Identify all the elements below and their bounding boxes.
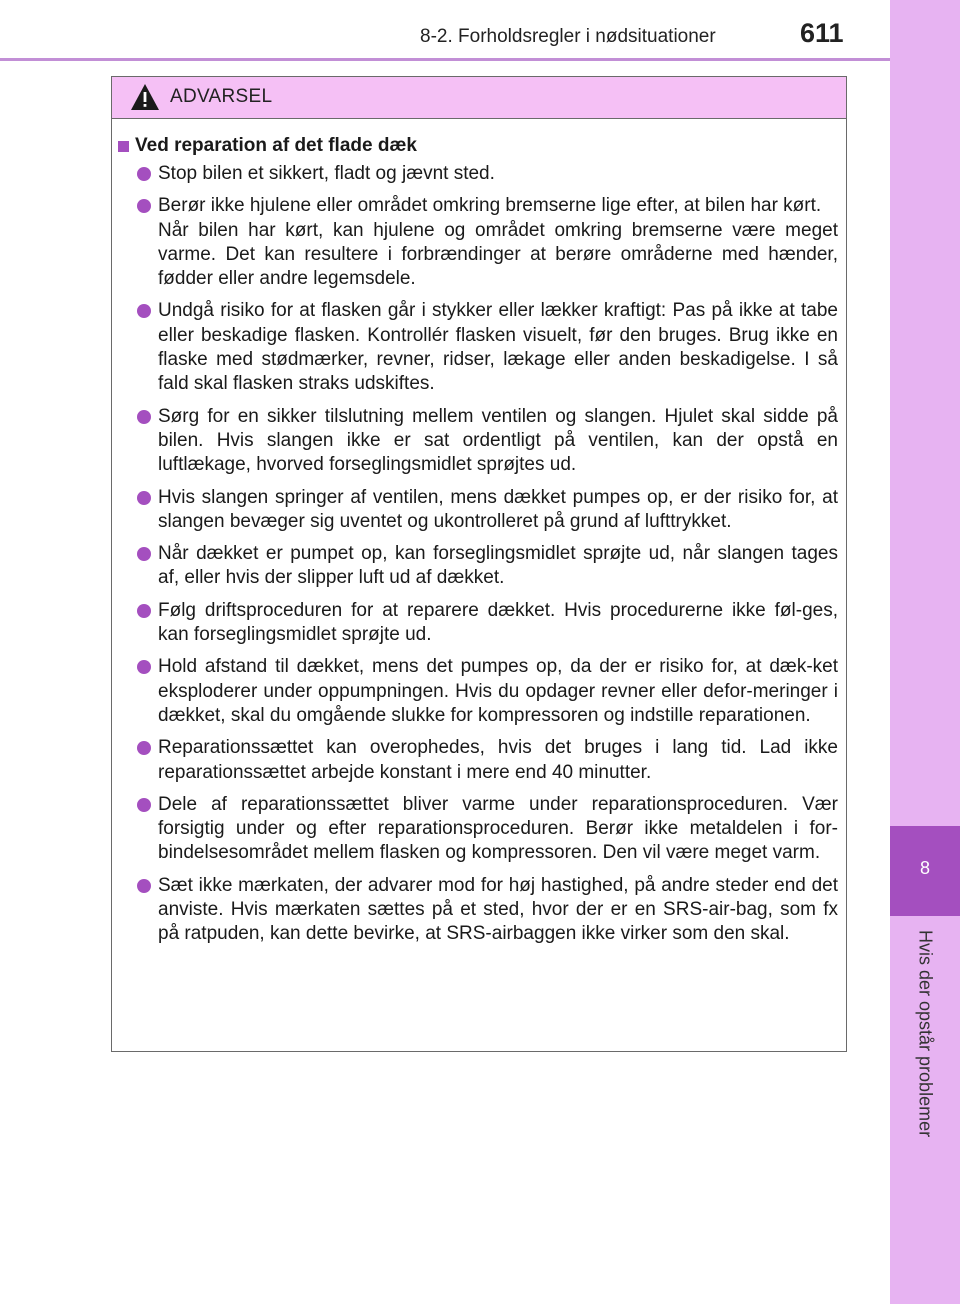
warning-box xyxy=(111,76,847,1052)
chapter-label: Hvis der opstår problemer xyxy=(915,930,936,1138)
bullet-dot-icon xyxy=(137,604,151,618)
warning-title: ADVARSEL xyxy=(170,86,273,107)
list-item-text xyxy=(158,486,838,535)
bullet-dot-icon xyxy=(137,798,151,812)
square-bullet-icon xyxy=(118,141,129,152)
list-item-paragraph: Undgå risiko for at flasken går i stykker eller lækker kraftigt: Pas på ikke at tabe eller beskadige flasken. Kontrollér flasken visuelt, før den bruges. Brug ikke en flaske med stødmærker, revner, ridser, lækage eller anden beskadigelse. I så fald skal flasken straks udskiftes. xyxy=(158,300,838,395)
list-item-paragraph: Når bilen har kørt, kan hjulene og området omkring bremserne være meget varme. Det kan resultere i forbrændinger at berøre områderne med hænder, fødder eller andre legemsdele. xyxy=(158,219,838,290)
list-item xyxy=(118,405,838,478)
warning-triangle-icon xyxy=(130,83,160,111)
list-item xyxy=(118,874,838,947)
list-item-text xyxy=(158,655,838,728)
list-item xyxy=(118,793,838,866)
list-item-text xyxy=(158,874,838,947)
list-item-paragraph: Sæt ikke mærkaten, der advarer mod for høj hastighed, på andre steder end det anviste. Hvis mærkaten sættes på et sted, hvor der er en SRS-air-bag, som fx på ratpuden, kan dette bevirke, at SRS-airbaggen ikke virker som den skal. xyxy=(158,874,838,945)
list-item xyxy=(118,299,838,396)
list-item-text xyxy=(158,162,838,186)
list-item-paragraph: Stop bilen et sikkert, fladt og jævnt sted. xyxy=(158,163,495,184)
list-item-text xyxy=(158,736,838,785)
list-item xyxy=(118,736,838,785)
list-item-paragraph: Følg driftsproceduren for at reparere dækket. Hvis procedurerne ikke føl-ges, kan forseglingsmidlet sprøjte ud. xyxy=(158,599,838,646)
chapter-number: 8 xyxy=(919,858,930,878)
list-item-text xyxy=(158,194,838,291)
list-item xyxy=(118,599,838,648)
bullet-dot-icon xyxy=(137,879,151,893)
list-item-text xyxy=(158,542,838,591)
warning-header xyxy=(112,77,846,119)
bullet-dot-icon xyxy=(137,491,151,505)
list-item xyxy=(118,162,838,186)
bullet-dot-icon xyxy=(137,660,151,674)
list-item-text xyxy=(158,299,838,396)
warning-list xyxy=(118,162,838,947)
list-item xyxy=(118,194,838,291)
list-item-paragraph: Sørg for en sikker tilslutning mellem ventilen og slangen. Hjulet skal sidde på bilen. Hvis slangen ikke er sat ordentligt på ventilen, kan der opstå en luftlækage, hvorved forseglingsmidlet sprøjtes ud. xyxy=(158,405,838,476)
list-item-paragraph: Når dækket er pumpet op, kan forseglingsmidlet sprøjte ud, når slangen tages af, eller hvis der slipper luft ud af dækket. xyxy=(158,543,838,589)
list-item-text xyxy=(158,405,838,478)
section-title: 8-2. Forholdsregler i nødsituationer xyxy=(420,26,716,47)
list-item xyxy=(118,655,838,728)
section-heading-text: Ved reparation af det flade dæk xyxy=(135,135,417,156)
list-item-paragraph: Reparationssættet kan overophedes, hvis det bruges i lang tid. Lad ikke reparationssættet arbejde konstant i mere end 40 minutter. xyxy=(158,737,838,783)
list-item xyxy=(118,542,838,591)
list-item-paragraph: Hvis slangen springer af ventilen, mens dækket pumpes op, er der risiko for, at slangen bevæger sig uventet og ukontrolleret på grund af lufttrykket. xyxy=(158,486,838,532)
list-item-text xyxy=(158,793,838,866)
warning-content xyxy=(112,119,846,947)
list-item-paragraph: Berør ikke hjulene eller området omkring bremserne lige efter, at bilen har kørt. xyxy=(158,195,822,217)
list-item-text xyxy=(158,599,838,648)
bullet-dot-icon xyxy=(137,741,151,755)
page-number: 611 xyxy=(800,18,844,48)
header-divider xyxy=(0,58,890,61)
section-heading xyxy=(118,135,838,157)
list-item xyxy=(118,486,838,535)
bullet-dot-icon xyxy=(137,304,151,318)
list-item-paragraph: Hold afstand til dækket, mens det pumpes op, da der er risiko for, at dæk-ket eksploderer under oppumpningen. Hvis du opdager revner eller defor-meringer i dækket, skal du omgående slukke for kompressoren og indstille reparationen. xyxy=(158,656,838,726)
list-item-paragraph: Dele af reparationssættet bliver varme under reparationsproceduren. Vær forsigtig under og efter reparationsproceduren. Berør ikke metaldelen i for-bindelsesområdet mellem flasken og kompressoren. Den vil være meget varm. xyxy=(158,793,838,864)
bullet-dot-icon xyxy=(137,410,151,424)
bullet-dot-icon xyxy=(137,547,151,561)
bullet-dot-icon xyxy=(137,199,151,213)
bullet-dot-icon xyxy=(137,167,151,181)
